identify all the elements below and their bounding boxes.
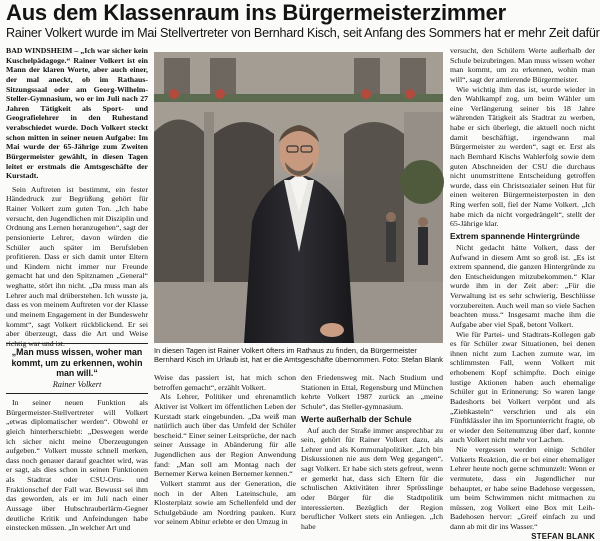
column-4: [450, 46, 595, 541]
column-1-continued: [6, 398, 148, 534]
col3-paragraph-1: den Friedensweg mit. Nach Studium und Stationen in Ettal, Regensburg und München kehrte Volkert 1987 zurück an „meine Schule“, das Steller-gymnasium.: [301, 373, 443, 411]
headline: Aus dem Klassenraum ins Bürgermeisterzimmer: [6, 0, 507, 25]
portrait-photo-illustration: [154, 52, 443, 343]
col4-paragraph-3: Nicht gedacht hätte Volkert, dass der Aufwand in diesem Amt so groß ist. „Es ist extrem spannend, die ganzen Hintergründe zu den Entscheidungen mitzubekommen.“ Klar wurde ihm in der Zeit aber: „Für die Verwaltung ist es sehr schwierig, Beschlüsse vorzubereiten. Auch weil man so viele Sachen beachten muss.“ Insgesamt mache ihm die Aufgabe aber viel Spaß, betont Volkert.: [450, 242, 595, 329]
col2-paragraph-2: Als Lehrer, Politiker und ehrenamtlich Aktiver ist Volkert im öffentlichen Leben der Kurstadt stark eingebunden. „Da weiß man natürlich auch über das Umfeld der Schüler bescheid.“ Einer seiner Leitsprüche, der nach seiner Aussage in Abänderung für alle Jugendlichen aus der Region Anwendung fand: „Man soll am Montag nach der Bernemer Kerwa keinen Bernemer kennen.“: [154, 392, 296, 479]
col4-paragraph-4: Wie für Partei- und Stadtrats-Kollegen gab es für Schüler zwar Situationen, bei denen ihnen nicht zum Lachen zumute war, im schlimmsten Fall, wenn Volkert mit erhobenem Kopf schimpfte. Doch einige lustige Aktionen haben auch ehemalige Schüler gut in Erinnerung: So waren lange Badeshorts bei Volkert verpönt und als „Ziehkasteln“ verschrien und als ein Fünftklässler ihn im Sportunterricht fragte, ob er wieder den Seitenumzug über darf, konnte auch Volkert nicht mehr vor Lachen.: [450, 329, 595, 445]
col4-paragraph-1: versucht, den Schülern Werte außerhalb der Schule beizubringen. Man muss wissen woher man kommt, um zu erkennen, wohin man will“, sagt der amtierende Bürgermeister.: [450, 46, 595, 84]
quote-top-rule: [6, 343, 148, 344]
lead-paragraph: [6, 46, 148, 181]
photo-caption: [154, 346, 443, 364]
col1-paragraph-1: Sein Auftreten ist bestimmt, ein fester Händedruck zur Begrüßung gehört für Rainer Volkert zum guten Ton. „Ich habe versucht, den Jugendlichen mit Disziplin und Ordnung ans Lernen heranzugehen“, sagt der pensionierte Lehrer, davon würden die Schüler auch später im Berufsleben profitieren. Dass er sich damit unter Eltern und Kindern nicht immer nur Freunde gemacht hat und den Spitznamen „General“ weghatte, stört ihn nicht. „Da muss man als Lehrer auch mal drüberstehen. Ich wusste ja, dass es von meinem Auftreten vor der Klasse und meinem Engagement in der Bundeswehr kommt“, sagt Volkert rückblickend. Er sei aber überzeugt, dass die Art und Weise: [6, 184, 148, 339]
dateline: BAD WINDSHEIM –: [6, 46, 79, 55]
column-3: [301, 373, 443, 535]
lead-text: „Ich war sicher kein Kuschelpädagoge.“ Rainer Volkert ist ein Mann der klaren Worte, aber auch einer, der mal aneckt, ob im Rathaus-Sitzungssaal oder am Georg-Wilhelm-Steller-Gymnasium, wo er im Juli nach 27 Jahren Tätigkeit als Sport- und Geografielehrer in den Ruhestand verabschiedet wurde. Doch Volkert steckt schon mitten in seiner neuen Aufgabe: Im Mai wurde der 65-Jährige zum Zweiten Bürgermeister gewählt, in diesen Tagen leitet er erstmals die Amtsgeschäfte der Kurstadt.: [6, 46, 148, 181]
col2-paragraph-3: Volkert stammt aus der Generation, die noch in der Alten Lateinschule, am Klosterplatz sowie am Schellenfeld und der Schulgebäude am Nordring pauken. Kurz vor seinem Abitur erlebte er den Umzug in: [154, 478, 296, 527]
pull-quote: [6, 347, 148, 390]
photo-credit: Foto: Stefan Blank: [382, 355, 443, 364]
col3-paragraph-2: Auf auch der Straße immer ansprechbar zu sein, gehört für Rainer Volkert dazu, als Lehrer und als Kommunalpolitiker. „Ich bin Diskussionen nie aus dem Weg gegangen“, sagt Volkert. Er habe sich stets gefreut, wenn er gemerkt hat, dass sich Eltern für die schulischen Aktivitäten ihrer Sprösslinge oder Bürger für die Stadtpolitik interessierten. Bezüglich der Region beruflicher Volkert stets ein Anliegen. „Ich habe: [301, 425, 443, 531]
subheadline: Rainer Volkert wurde im Mai Stellvertreter von Bernhard Kisch, seit Anfang des Sommers hat er mehr Zeit dafür: [6, 26, 600, 40]
pull-quote-author: Rainer Volkert: [52, 379, 102, 389]
portrait-photo: [154, 52, 443, 343]
author-signature: STEFAN BLANK: [531, 531, 595, 541]
col2-paragraph-1: Weise das passiert ist, hat mich schon betroffen gemacht“, erzählt Volkert.: [154, 373, 296, 392]
pull-quote-text: „Man muss wissen, woher man kommt, um zu erkennen, wohin man will.“: [11, 347, 143, 378]
column-2: [154, 373, 296, 535]
section-heading-werte: Werte außerhalb der Schule: [301, 413, 412, 424]
col4-paragraph-2: Wie wichtig ihm das ist, wurde wieder in den Wahlkampf zog, um beim Wähler um eine Verlängerung seiner bis 18 Jahre währenden Tätigkeit als Stadtrat zu werben, habe er sich überlegt, die aktuell noch nicht damit beschäftigt, irgendwann mal Bürgermeister zu werden“, sagt er. Erst als nach Bernhard Kischs Wahlerfolg sowie dem guten Abschneiden der CSU die durchaus nicht unumstrittene Entscheidung getroffen wurde, dass ein Christsozialer seinen Hut für einen weiteren Bürgermeisterposten in den Ring werfen soll, fiel der Name Volkert. „Ich habe mich da nicht vorgedrängelt“, stellt der 65-Jährige klar.: [450, 84, 595, 229]
section-heading-hintergruende: Extrem spannende Hintergründe: [450, 230, 580, 241]
col4-paragraph-5: Nie vergessen werden einige Schüler Volkerts Reaktion, die er bei einer ehemaliger Lehrer heute noch gerne schmunzelt: Wenn er vermutete, dass ein Jugendlicher nur behauptet, er habe seine Badehose vergessen, um beim Schwimmen nicht mitmachen zu müssen, zog Volkert eine Box mit Leih-Badehosen hervor: „Greif einfach zu und dann ab mit dir ins Wasser.“: [450, 445, 595, 531]
photo-caption-text: In diesen Tagen ist Rainer Volkert öfters im Rathaus zu finden, da Bürgermeister Bernhard Kisch im Urlaub ist, hat er die Amtsgeschäfte übernommen.: [154, 346, 417, 364]
col1-paragraph-2: In seiner neuen Funktion als Bürgermeister-Stellvertreter will Volkert „etwas diplomatischer werden“. Obwohl er gleich hinterherschiebt: „Deswegen werde ich sicher nicht meine Überzeugungen aufgeben.“ Volkert musste schnell merken, dass noch genauer darauf geachtet wird, was er sagt, als dies schon in seinen Funktionen als Stadtrat oder CSU-Orts- und Fraktionschef der Fall war. Bewusst sei ihm das geworden, als er im Juli nach einer Aussage über Hubschrauberlärm-Gegner deutliche Kritik und Anfeindungen habe einstecken müssen. „In welcher Art und: [6, 398, 148, 533]
quote-bottom-rule: [6, 393, 148, 394]
column-1: [6, 46, 148, 339]
